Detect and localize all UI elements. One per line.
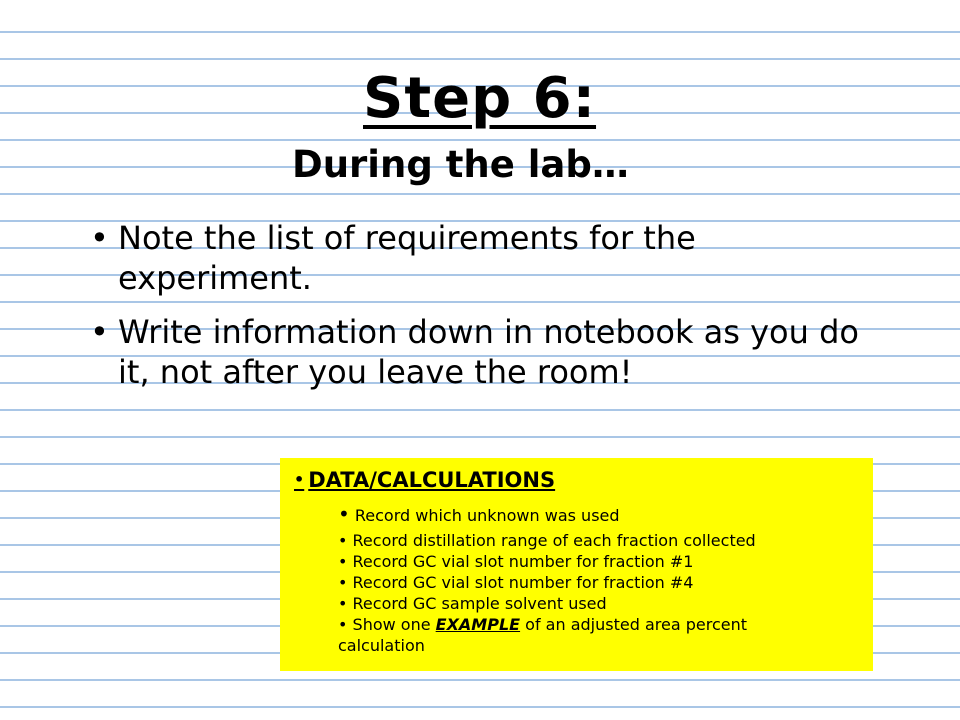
bullet-dot-icon: • <box>338 573 348 592</box>
data-calculations-box <box>280 458 873 671</box>
bullet-item <box>90 312 890 392</box>
box-item-list <box>338 504 863 656</box>
box-item-suffix: of an adjusted area percent calculation <box>338 615 747 655</box>
example-emphasis: EXAMPLE <box>435 615 521 634</box>
bullet-text: Write information down in notebook as you do it, not after you leave the room! <box>118 313 859 391</box>
box-list-item <box>338 614 838 656</box>
bullet-dot-icon: • <box>338 531 348 550</box>
box-list-item <box>338 593 863 614</box>
bullet-dot-icon: • <box>338 615 348 634</box>
box-item-text: Record GC vial slot number for fraction #4 <box>352 573 694 592</box>
bullet-dot-icon: • <box>338 552 348 571</box>
bullet-text: Note the list of requirements for the experiment. <box>118 219 696 297</box>
box-item-prefix: Show one <box>352 615 436 634</box>
box-item-text: Record which unknown was used <box>354 506 620 525</box>
bullet-dot-icon: • <box>90 313 109 351</box>
main-bullet-list <box>90 218 890 406</box>
box-item-text: Record GC vial slot number for fraction #1 <box>352 552 694 571</box>
slide-title: Step 6: <box>363 66 597 131</box>
box-list-item <box>338 551 863 572</box>
box-heading <box>294 468 863 492</box>
slide-subtitle: During the lab… <box>292 143 629 186</box>
box-heading-text: DATA/CALCULATIONS <box>308 468 556 492</box>
box-item-text: Record GC sample solvent used <box>352 594 607 613</box>
box-list-item <box>338 572 863 593</box>
box-list-item <box>338 530 863 551</box>
bullet-dot-icon: • <box>338 594 348 613</box>
bullet-item <box>90 218 890 298</box>
bullet-dot-icon: • <box>90 219 109 257</box>
box-item-text: Record distillation range of each fraction collected <box>352 531 756 550</box>
bullet-dot-icon: • <box>294 470 305 489</box>
bullet-dot-icon: • <box>338 502 350 526</box>
box-list-item <box>338 504 863 526</box>
